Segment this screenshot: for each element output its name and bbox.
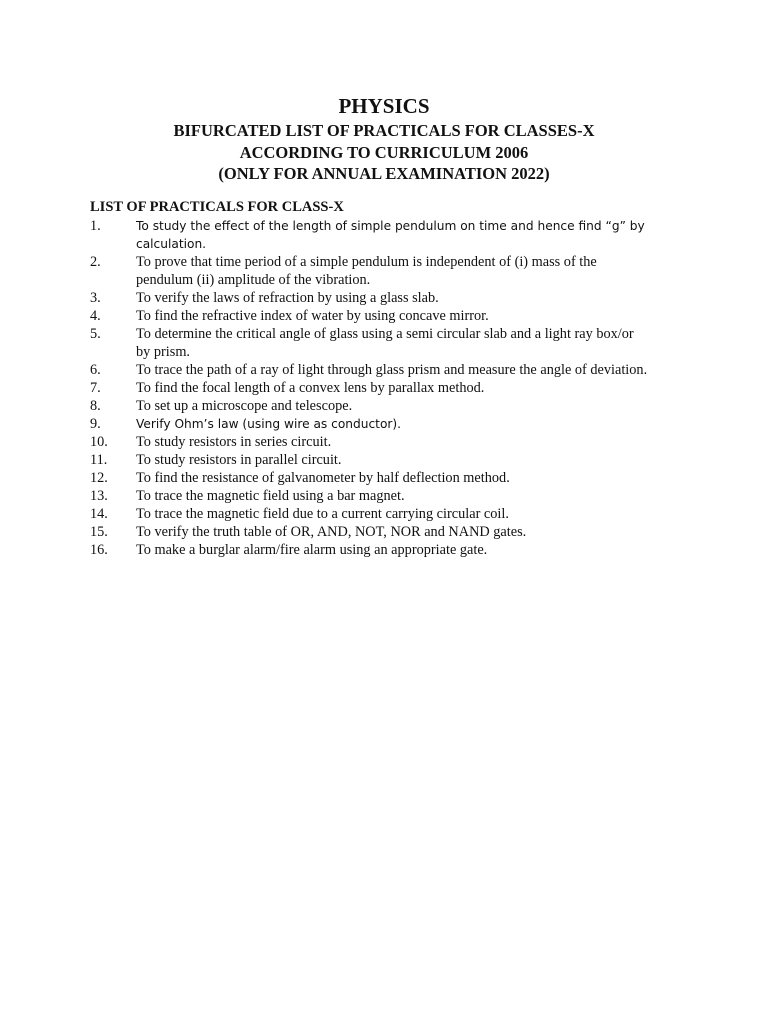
item-number: 2. <box>90 254 101 270</box>
item-number: 14. <box>90 506 108 522</box>
item-number: 16. <box>90 542 108 558</box>
item-number: 13. <box>90 488 108 504</box>
list-item <box>90 469 700 487</box>
item-text: To trace the path of a ray of light through glass prism and measure the angle of deviation. <box>136 362 648 378</box>
item-text: To make a burglar alarm/fire alarm using an appropriate gate. <box>136 542 488 558</box>
list-item <box>90 451 700 469</box>
item-number: 6. <box>90 362 101 378</box>
item-text: To find the resistance of galvanometer by half deflection method. <box>136 470 510 486</box>
item-text: To trace the magnetic field using a bar magnet. <box>136 488 405 504</box>
item-text: To find the refractive index of water by using concave mirror. <box>136 308 489 324</box>
item-number: 7. <box>90 380 101 396</box>
item-text: To verify the laws of refraction by using a glass slab. <box>136 290 439 306</box>
item-text: To study resistors in series circuit. <box>136 434 332 450</box>
item-number: 3. <box>90 290 101 306</box>
list-item <box>90 433 700 451</box>
item-number: 9. <box>90 416 101 432</box>
list-item <box>90 523 700 541</box>
list-item <box>90 379 700 397</box>
list-item <box>90 397 700 415</box>
item-text: To find the focal length of a convex lens by parallax method. <box>136 380 485 396</box>
item-number: 12. <box>90 470 108 486</box>
item-text: To study resistors in parallel circuit. <box>136 452 342 468</box>
list-item <box>90 217 700 253</box>
practicals-list <box>90 217 700 559</box>
item-text: To trace the magnetic field due to a current carrying circular coil. <box>136 506 509 522</box>
item-text: To verify the truth table of OR, AND, NOT, NOR and NAND gates. <box>136 524 527 540</box>
list-item <box>90 415 700 433</box>
list-item <box>90 253 700 289</box>
item-number: 15. <box>90 524 108 540</box>
subtitle-line-3: (ONLY FOR ANNUAL EXAMINATION 2022) <box>218 164 550 183</box>
item-text: Verify Ohm’s law (using wire as conductor). <box>136 417 402 431</box>
item-number: 4. <box>90 308 101 324</box>
document-header <box>0 92 768 185</box>
item-number: 1. <box>90 218 101 234</box>
list-item <box>90 487 700 505</box>
list-item <box>90 505 700 523</box>
item-text: To study the effect of the length of simple pendulum on time and hence find “g” by calculation. <box>136 219 645 251</box>
item-text: To determine the critical angle of glass using a semi circular slab and a light ray box/or by prism. <box>136 326 634 360</box>
list-item <box>90 541 700 559</box>
list-item <box>90 289 700 307</box>
list-item <box>90 361 700 379</box>
item-text: To prove that time period of a simple pendulum is independent of (i) mass of the pendulum (ii) amplitude of the vibration. <box>136 254 597 288</box>
section-heading: LIST OF PRACTICALS FOR CLASS-X <box>90 199 344 215</box>
list-item <box>90 307 700 325</box>
list-item <box>90 325 700 361</box>
item-number: 5. <box>90 326 101 342</box>
item-text: To set up a microscope and telescope. <box>136 398 353 414</box>
item-number: 8. <box>90 398 101 414</box>
item-number: 10. <box>90 434 108 450</box>
subtitle-line-2: ACCORDING TO CURRICULUM 2006 <box>239 142 529 162</box>
subtitle-line-1: BIFURCATED LIST OF PRACTICALS FOR CLASSES-X <box>173 121 595 140</box>
item-number: 11. <box>90 452 108 468</box>
page-title: PHYSICS <box>338 94 430 118</box>
